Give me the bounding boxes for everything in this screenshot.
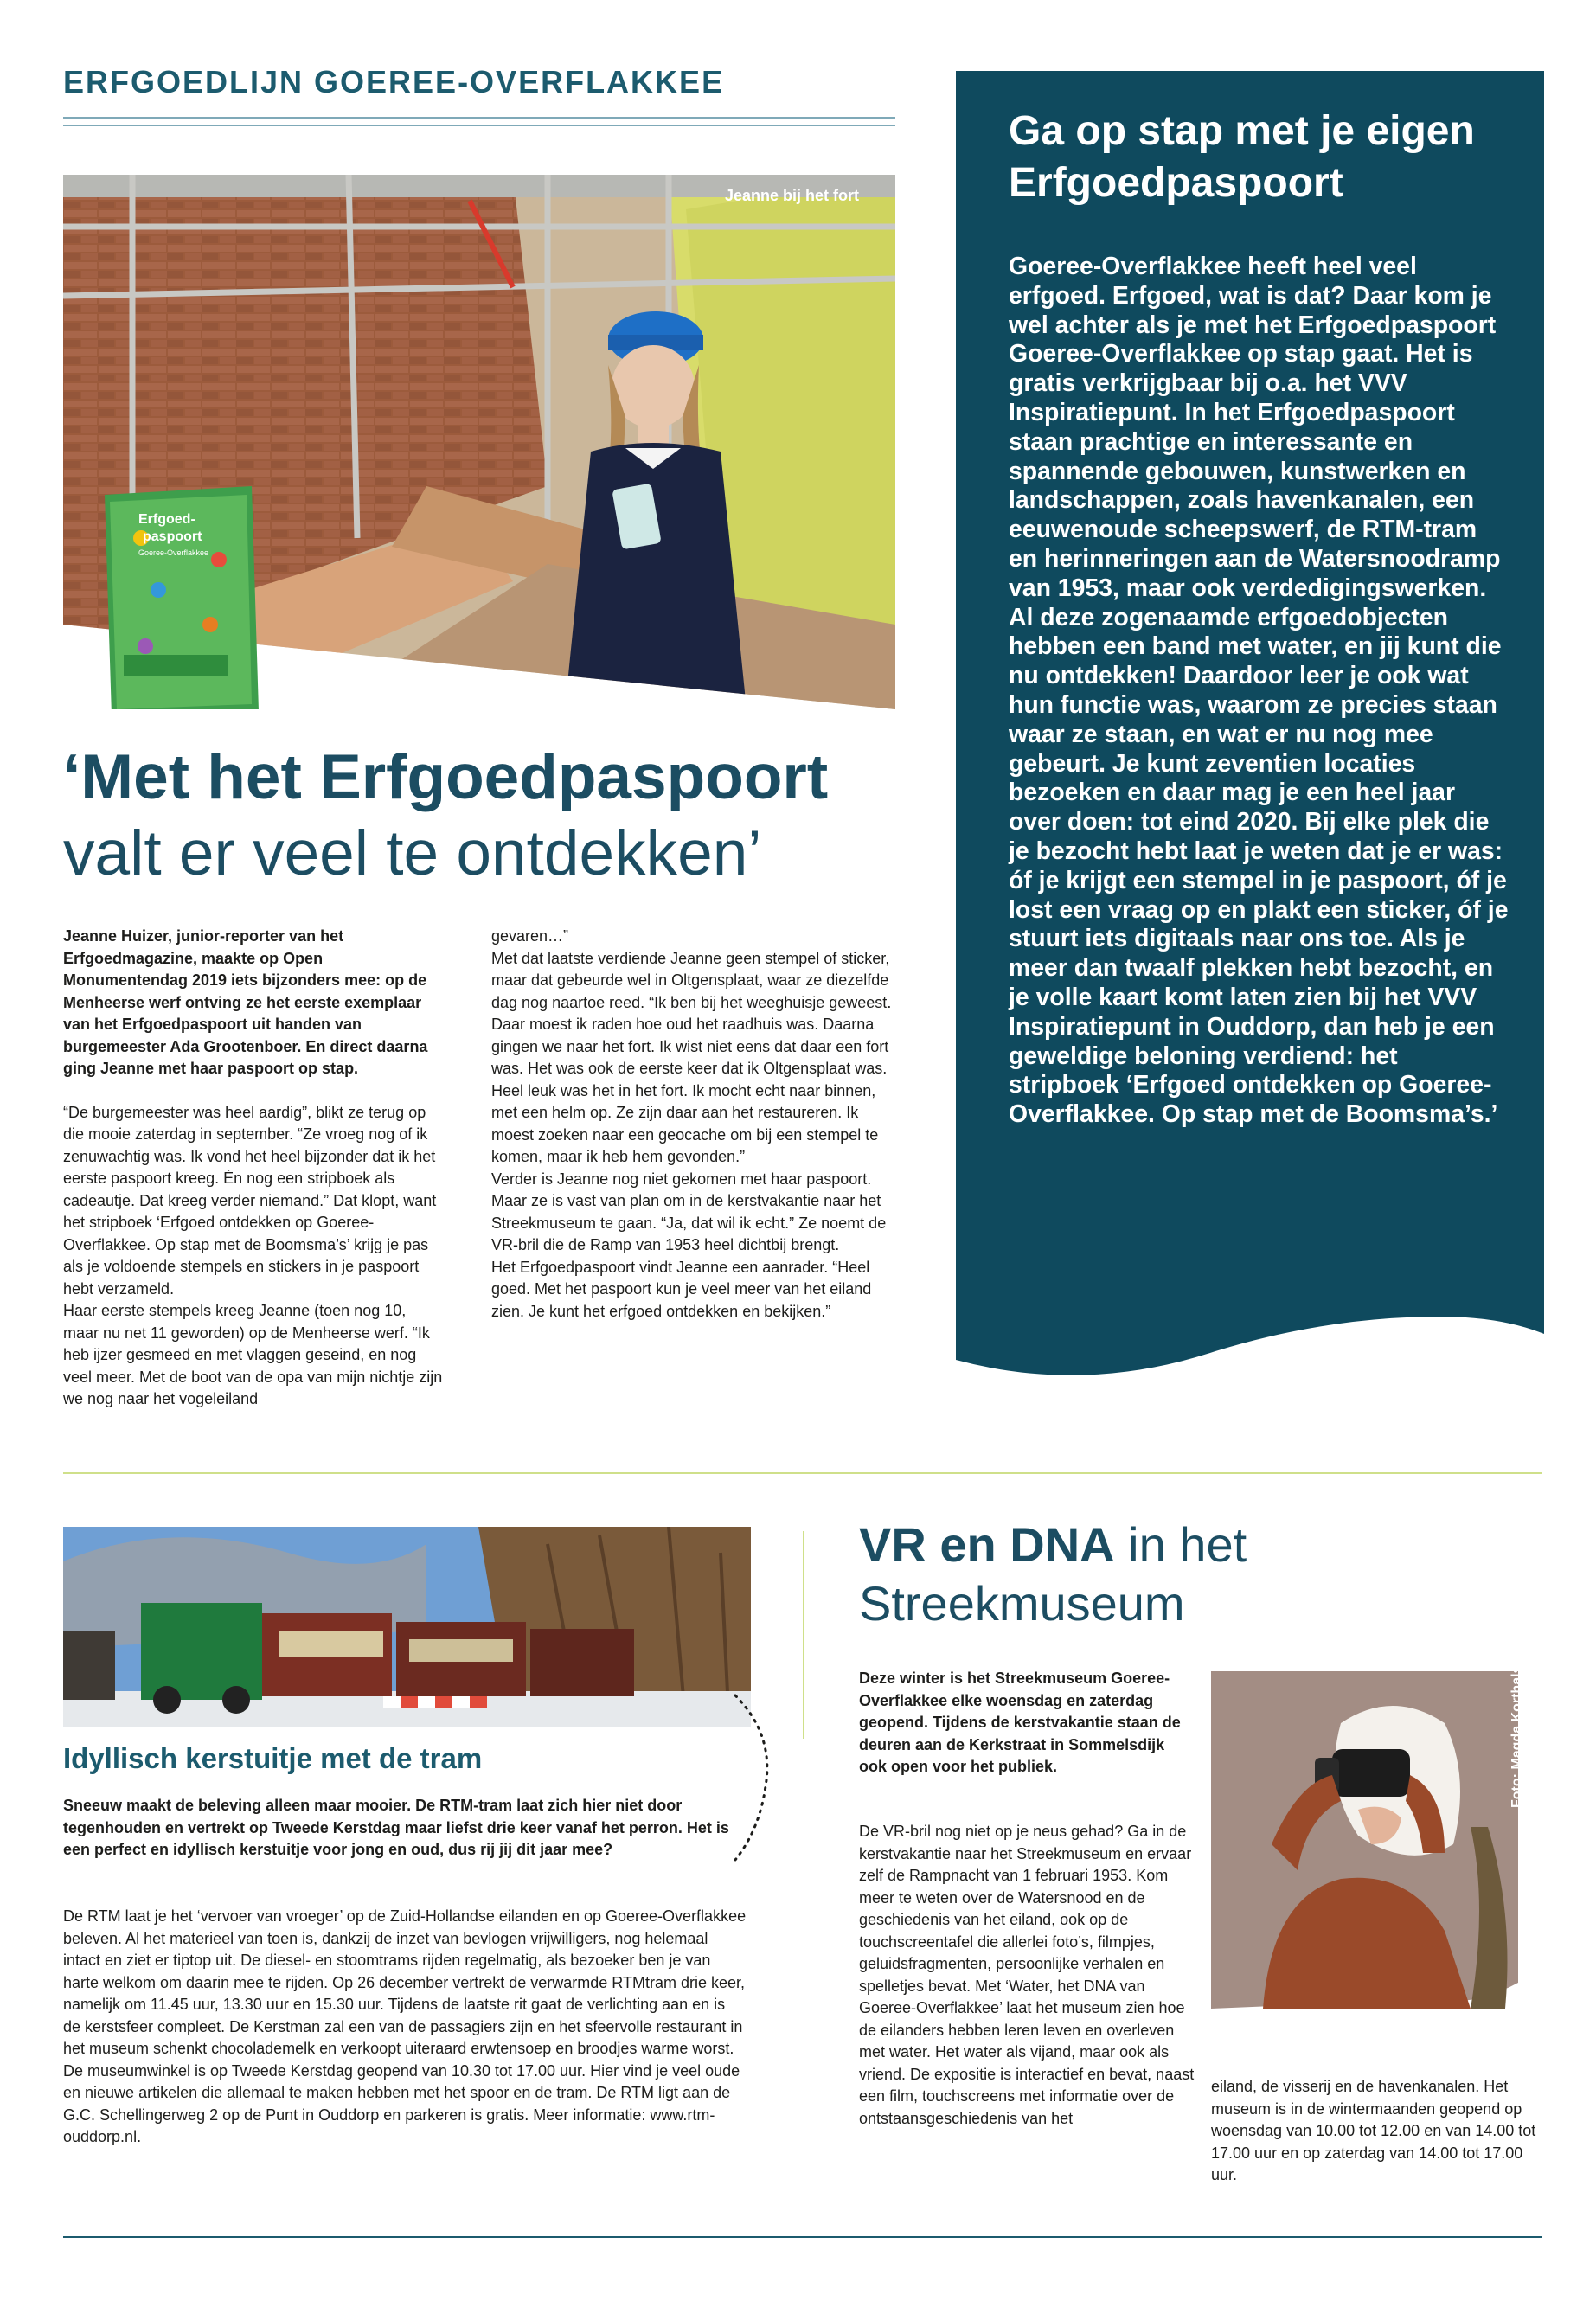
section-title: ERFGOEDLIJN GOEREE-OVERFLAKKEE: [63, 64, 725, 99]
vr-article-lead: Deze winter is het Streekmuseum Goeree-Overflakkee elke woensdag en zaterdag geopend. Tijdens de kerstvakantie staan de deuren aan de Kerkstraat in Sommelsdijk ook open voor het publiek.: [859, 1670, 1181, 1775]
article-paragraph: Verder is Jeanne nog niet gekomen met haar paspoort. Maar ze is vast van plan om in de kerstvakantie naar het Streekmuseum te gaan. “Ja, dat wil ik echt.” Ze noemt de VR-bril die de Ramp van 1953 heel dichtbij brengt.: [491, 1170, 887, 1253]
vr-title-line-2: Streekmuseum: [859, 1576, 1185, 1631]
article-headline: [63, 740, 911, 892]
article-paragraph: “De burgemeester was heel aardig”, blikt ze terug op die mooie zaterdag in september. “Ze vroeg nog of ik zenuwachtig was. Ik vond het heel bijzonder dat ik het eerste paspoort kreeg. Én nog een stripboek als cadeautje. Dat kreeg verder niemand.” Dat klopt, want het stripboek ‘Erfgoed ontdekken op Goeree-Overflakkee. Op stap met de Boomsma’s’ krijg je pas als je voldoende stempels en stickers in je paspoort hebt verzameld.: [63, 1103, 437, 1298]
photo-caption: Jeanne bij het fort: [725, 187, 860, 204]
booklet-subtitle: Goeree-Overflakkee: [138, 548, 209, 557]
article-paragraph: Haar eerste stempels kreeg Jeanne (toen nog 10, maar nu net 11 geworden) op de Menheerse werf. “Ik heb ijzer gesmeed en met vlaggen geseind, en nog veel meer. Met de boot van de opa van mijn nichtje zijn we nog naar het vogeleiland: [63, 1302, 443, 1407]
bottom-rule: [63, 2236, 1542, 2238]
tram-article-lead: Sneeuw maakt de beleving alleen maar mooier. De RTM-tram laat zich hier niet door tegenhouden en vertrekt op Tweede Kerstdag maar liefst drie keer vanaf het perron. Het is een perfect en idyllisch kerstuitje voor jong en oud, dus rij jij dit jaar mee?: [63, 1797, 729, 1858]
sidebar-body: Goeree-Overflakkee heeft heel veel erfgoed. Erfgoed, wat is dat? Daar kom je wel achter als je met het Erfgoedpaspoort Goeree-Overflakkee op stap gaat. Het is gratis verkrijgbaar bij o.a. het VVV Inspiratiepunt. In het Erfgoedpaspoort staan prachtige en interessante en spannende gebouwen, kunstwerken en landschappen, zoals havenkanalen, een eeuwenoude scheepswerf, de RTM-tram en herinneringen aan de Watersnoodramp van 1953, maar ook verdedigingswerken. Al deze zogenaamde erfgoedobjecten hebben een band met water, en jij kunt die nu ontdekken! Daardoor leer je ook wat hun functie was, waarom ze precies staan waar ze staan, en wat er nu nog mee gebeurt. Je kunt zeventien locaties bezoeken en daar mag je een heel jaar over doen: tot eind 2020. Bij elke plek die je bezocht hebt laat je weten dat je er was: óf je krijgt een stempel in je paspoort, óf je lost een vraag op en plakt een sticker, óf je stuurt iets digitaals naar ons toe. Als je meer dan twaalf plekken hebt bezocht, en je volle kaart komt laten zien bij het VVV Inspiratiepunt in Ouddorp, dan heb je een geweldige beloning verdiend: het stripboek ‘Erfgoed ontdekken op Goeree-Overflakkee. Op stap met de Boomsma’s.’: [1009, 253, 1509, 1129]
tram-photo: [63, 1527, 751, 1727]
vr-article-body: De VR-bril nog niet op je neus gehad? Ga in de kerstvakantie naar het Streekmuseum en ervaar zelf de Rampnacht van 1 februari 1953. Kom meer te weten over de Watersnood en de geschiedenis van het eiland, ook op de touchscreentafel die allerlei foto’s, filmpjes, geluidsfragmenten, persoonlijke verhalen en spelletjes bevat. Met ‘Water, het DNA van Goeree-Overflakkee’ laat het museum zien hoe de eilanders hebben leren leven en overleven met water. Het water als vijand, maar ook als vriend. De expositie is interactief en bevat, naast een film, touchscreens met informatie over de ontstaansgeschiedenis van het: [859, 1823, 1195, 2127]
column-divider: [803, 1531, 804, 1739]
section-divider: [63, 1472, 1542, 1474]
sidebar-title: Ga op stap met je eigen Erfgoedpaspoort: [1009, 108, 1475, 206]
vr-article-body-continued: eiland, de visserij en de havenkanalen. Het museum is in de wintermaanden geopend op woensdag van 10.00 tot 12.00 en van 14.00 tot 17.00 uur en op zaterdag van 14.00 tot 17.00 uur.: [1211, 2078, 1536, 2183]
vr-article-title: [859, 1516, 1516, 1633]
main-photo: [63, 175, 895, 709]
booklet-title: Erfgoed-: [138, 512, 195, 527]
article-column-1: [63, 926, 444, 1411]
vr-title-rest: in het: [1114, 1517, 1247, 1572]
photo-credit: Foto: Magda Korthals: [1509, 1665, 1524, 1808]
article-paragraph: Het Erfgoedpaspoort vindt Jeanne een aanrader. “Heel goed. Met het paspoort kun je veel meer van het eiland zien. Je kunt het erfgoed ontdekken en bekijken.”: [491, 1258, 872, 1320]
header-rule: [63, 117, 895, 126]
article-paragraph: Met dat laatste verdiende Jeanne geen stempel of sticker, maar dat gebeurde wel in Oltgensplaat, waar ze diezelfde dag nog naartoe reed. “Ik ben bij het weeghuisje geweest. Daar moest ik raden hoe oud het raadhuis was. Daarna gingen we naar het fort. Ik wist niet eens dat daar een fort was. Het was ook de eerste keer dat ik Oltgensplaat was. Heel leuk was het in het fort. Ik mocht echt naar binnen, met een helm op. Ze zijn daar aan het restaureren. Ik moest zoeken naar een geocache om bij een stempel te komen, maar ik heb hem gevonden.”: [491, 949, 892, 1165]
booklet-title-line2: paspoort: [143, 529, 202, 544]
headline-line-2: valt er veel te ontdekken’: [63, 818, 762, 888]
tram-article-body: De RTM laat je het ‘vervoer van vroeger’ op de Zuid-Hollandse eilanden en op Goeree-Overflakkee beleven. Al het materieel van toen is, dankzij de inzet van bevlogen vrijwilligers, nog helemaal intact en ziet er tiptop uit. De diesel- en stoomtrams rijden regelmatig, als bezoeker ben je van harte welkom om daarin mee te rijden. Op 26 december vertrekt de verwarmde RTMtram drie keer, namelijk om 11.45 uur, 13.30 uur en 15.30 uur. Tijdens de laatste rit gaat de verlichting aan en is de kerstsfeer compleet. De Kerstman zal een van de passagiers zijn en het sfeervolle restaurant in het museum schenkt chocolademelk en verkoopt uiteraard erwtensoep en broodjes warme worst. De museumwinkel is op Tweede Kerstdag geopend van 10.30 tot 17.00 uur. Hier vind je veel oude en nieuwe artikelen die allemaal te maken hebben met het spoor en de tram. De RTM ligt aan de G.C. Schellingerweg 2 op de Punt in Ouddorp en parkeren is gratis. Meer informatie: www.rtm-ouddorp.nl.: [63, 1907, 747, 2145]
article-paragraph: gevaren…”: [491, 927, 569, 945]
tram-article-title: Idyllisch kerstuitje met de tram: [63, 1742, 483, 1774]
vr-photo: [1211, 1671, 1518, 2009]
article-lead: Jeanne Huizer, junior-reporter van het Erfgoedmagazine, maakte op Open Monumentendag 2019 iets bijzonders mee: op de Menheerse werf ontving ze het eerste exemplaar van het Erfgoedpaspoort uit handen van burgemeester Ada Grootenboer. En direct daarna ging Jeanne met haar paspoort op stap.: [63, 927, 428, 1077]
article-column-2: [491, 926, 898, 1323]
headline-line-1: ‘Met het Erfgoedpaspoort: [63, 742, 829, 812]
vr-title-bold: VR en DNA: [859, 1517, 1115, 1572]
